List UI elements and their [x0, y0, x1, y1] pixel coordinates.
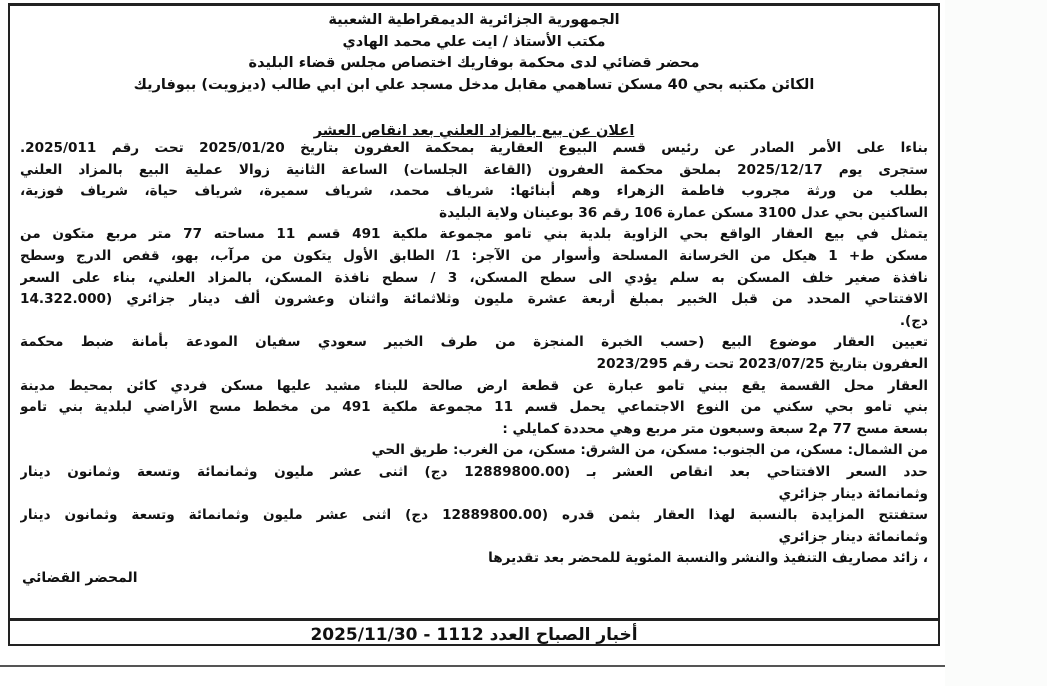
publication-footer: أخبار الصباح العدد 1112 - 2025/11/30 [310, 625, 638, 645]
page-bottom-rule [0, 665, 945, 667]
body-line: وثمانمائة دينار جزائري [778, 485, 928, 502]
body-line: العفرون بتاريخ 2023/07/25 تحت رقم 2023/295 [596, 355, 928, 372]
scan-margin [945, 0, 1047, 686]
body-line: بناءا على الأمر الصادر عن رئيس قسم البيوع العقارية بمحكمة العفرون بتاريخ 2025/01/20 تحت رقم 2025/011. [20, 140, 928, 156]
header-line-address: الكائن مكتبه بحي 40 مسكن تساهمي مقابل مدخل مسجد علي ابن ابي طالب (ديزويت) ببوفاريك [133, 76, 815, 93]
body-line: من الشمال: مسكن، من الجنوب: مسكن، من الشرق: مسكن، من الغرب: طريق الحي [371, 442, 928, 459]
body-line: الافتتاحي المحدد من قبل الخبير بمبلغ أربعة عشرة مليون وثلاثمائة واثنان وعشرون ألف دينار جزائري (14.322.000 [20, 291, 928, 308]
signature: المحضر القضائي [22, 570, 138, 586]
body-line: مسكن ط+ 1 هيكل من الخرسانة المسلحة وأسوار من الآجر: 1/ الطابق الأول يتكون من مرآب، بهو، قفص الدرج وسطح [20, 247, 928, 264]
body-line: الساكنين بحي عدل 3100 مسكن عمارة 106 رقم 36 بوعينان ولاية البليدة [439, 204, 928, 221]
announcement-title: اعلان عن بيع بالمزاد العلني بعد انقاص العشر [313, 123, 635, 139]
announcement-body [20, 138, 928, 570]
body-line: حدد السعر الافتتاحي بعد انقاص العشر بـ (12889800.00 دج) اثنى عشر مليون وثمانمائة وتسعة وثمانون دينار [20, 463, 928, 480]
body-line: العقار محل القسمة يقع ببني تامو عبارة عن قطعة ارض صالحة للبناء مشيد عليها مسكن فردي كائن بمحيط مدينة [20, 377, 928, 394]
header-line-office: مكتب الأستاذ / ايت علي محمد الهادي [342, 33, 606, 50]
office-header [10, 10, 938, 96]
body-line: دج). [899, 312, 928, 329]
body-line: تعيين العقار موضوع البيع (حسب الخبرة المنجزة من طرف الخبير سعودي سفيان المودعة بأمانة ضبط محكمة [20, 334, 928, 351]
body-line: بني تامو بحي سكني من النوع الاجتماعي يحمل قسم 11 مجموعة ملكية 491 من مخطط مسح الأراضي لبلدية بني تامو [20, 399, 928, 416]
body-line: ستفتتح المزايدة بالنسبة لهذا العقار بثمن قدره (12889800.00 دج) اثنى عشر مليون وثمانمائة وتسعة وثمانون دينار [20, 507, 928, 524]
body-line: بسعة مسح 77 م2 سبعة وسبعون متر مربع وهي محددة كمايلي : [502, 420, 928, 437]
footer-divider [10, 618, 938, 621]
announcement-frame [8, 3, 940, 646]
body-line: بطلب من ورثة مجروب فاطمة الزهراء وهم أبنائها: شرياف محمد، شرياف سميرة، شرياف حياة، شرياف فوزية، [20, 183, 928, 200]
body-line: يتمثل في بيع العقار الواقع بحي الزاوية بلدية بني تامو مجموعة ملكية 491 قسم 11 مساحته 77 متر مربع متكون من [20, 226, 928, 243]
body-line: ، زائد مصاريف التنفيذ والنشر والنسبة المئوية للمحضر بعد تقديرها [488, 550, 928, 567]
body-line: نافذة صغير خلف المسكن به سلم يؤدي الى سطح المسكن، 3 / سطح نافذة المسكن، بالمزاد العلني، بناء على السعر [20, 269, 928, 286]
body-line: وثمانمائة دينار جزائري [778, 528, 928, 545]
announcement-title-wrap [10, 120, 938, 139]
body-line: ستجرى يوم 2025/12/17 بملحق محكمة العفرون (القاعة الجلسات) الساعة الثانية زوالا عملية البيع بالمزاد العلني [20, 161, 928, 178]
header-line-bailiff: محضر قضائي لدى محكمة بوفاريك اختصاص مجلس قضاء البليدة [248, 55, 700, 71]
header-line-republic: الجمهورية الجزائرية الديمقراطية الشعبية [328, 12, 620, 28]
